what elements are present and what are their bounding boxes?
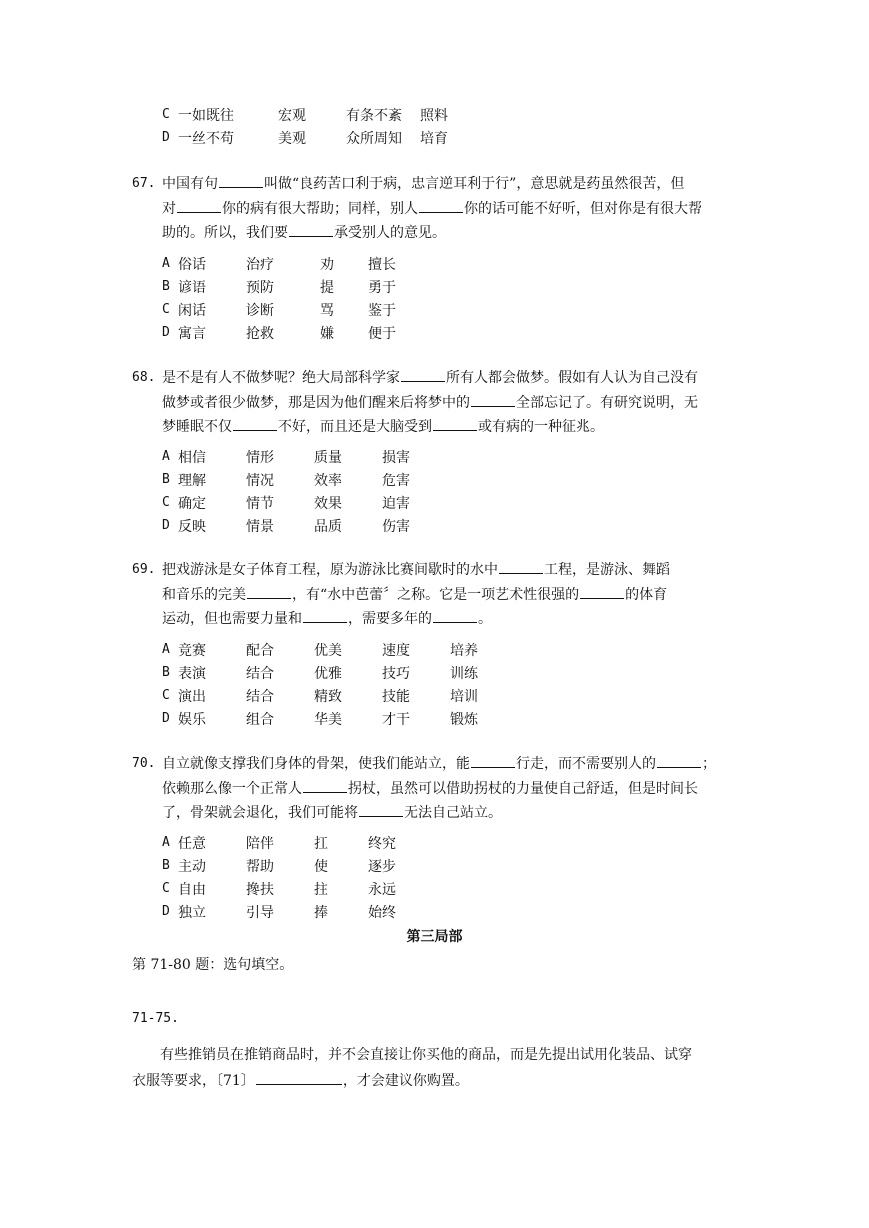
text-segment: 所有人都会做梦。假如有人认为自己没有 (446, 370, 698, 386)
option-word: 鉴于 (368, 302, 396, 319)
option-letter: A (162, 449, 170, 464)
option-letter: A (162, 642, 170, 657)
option-word: 宏观 (278, 107, 306, 124)
option-row (162, 275, 396, 298)
option-row (162, 684, 478, 707)
text-segment: 是不是有人不做梦呢？绝大局部科学家 (162, 370, 400, 386)
question-number: 68. (132, 370, 156, 385)
question-line (132, 583, 732, 608)
option-word: 确定 (178, 495, 206, 512)
text-segment: ，才会建议你购置。 (342, 1073, 469, 1089)
answer-blank[interactable] (471, 391, 515, 407)
option-word: 情景 (246, 518, 274, 535)
option-word: 勇于 (368, 279, 396, 296)
option-row (162, 707, 478, 730)
option-word: 情形 (246, 449, 274, 466)
answer-blank[interactable] (303, 607, 347, 623)
text-segment: 把戏游泳是女子体育工程，原为游泳比赛间歇时的水中 (162, 562, 498, 578)
question-69 (132, 558, 732, 632)
option-word: 理解 (178, 472, 206, 489)
option-letter: C (162, 302, 170, 317)
option-word: 训练 (450, 665, 478, 682)
q70-options (162, 831, 396, 923)
text-segment: 你的病有很大帮助；同样，别人 (222, 200, 418, 217)
question-line (132, 558, 732, 583)
option-row (162, 468, 410, 491)
question-line (132, 801, 732, 826)
option-word: 提 (320, 279, 334, 296)
option-word: 众所周知 (346, 130, 402, 147)
option-word: 劝 (320, 256, 334, 273)
option-word: 引导 (246, 904, 274, 921)
option-word: 骂 (320, 302, 334, 319)
option-word: 情节 (246, 495, 274, 512)
question-number: 69. (132, 562, 156, 577)
option-word: 诊断 (246, 302, 274, 319)
option-word: 照料 (420, 107, 448, 124)
option-word: 情况 (246, 472, 274, 489)
option-word: 俗话 (178, 256, 206, 273)
option-word: 效率 (314, 472, 342, 489)
option-word: 组合 (246, 711, 274, 728)
option-word: 优美 (314, 642, 342, 659)
option-word: 锻炼 (450, 711, 478, 728)
option-letter: D (162, 904, 170, 919)
text-segment: 和音乐的完美 (162, 586, 246, 603)
option-word: 捧 (314, 904, 328, 921)
option-word: 嫌 (320, 325, 334, 342)
option-word: 结合 (246, 665, 274, 682)
text-segment: 工程，是游泳、舞蹈 (544, 562, 670, 578)
option-letter: C (162, 688, 170, 703)
option-word: 表演 (178, 665, 206, 682)
answer-blank[interactable] (580, 583, 624, 599)
text-segment: 全部忘记了。有研究说明，无 (516, 394, 698, 411)
passage-line (132, 1069, 469, 1090)
option-word: 陪伴 (246, 835, 274, 852)
option-row (162, 514, 410, 537)
option-word: 抢救 (246, 325, 274, 342)
question-line (132, 607, 732, 632)
q69-options (162, 638, 478, 730)
option-row (162, 126, 448, 149)
question-68 (132, 366, 732, 440)
text-segment: 依赖那么像一个正常人 (162, 780, 302, 797)
text-segment: 叫做“良药苦口利于病，忠言逆耳利于行”，意思就是药虽然很苦，但 (264, 176, 685, 192)
option-letter: C (162, 495, 170, 510)
answer-blank[interactable] (359, 801, 403, 817)
option-word: 娱乐 (178, 711, 206, 728)
option-word: 精致 (314, 688, 342, 705)
text-segment: 无法自己站立。 (404, 805, 502, 821)
option-word: 培育 (420, 130, 448, 147)
option-word: 预防 (246, 279, 274, 296)
answer-blank[interactable] (433, 607, 477, 623)
option-word: 逐步 (368, 858, 396, 875)
option-word: 演出 (178, 688, 206, 705)
question-line (132, 777, 732, 802)
question-line (132, 221, 732, 246)
option-letter: C (162, 881, 170, 896)
answer-blank[interactable] (289, 221, 333, 237)
option-letter: B (162, 665, 170, 680)
option-word: 始终 (368, 904, 396, 921)
question-67 (132, 172, 732, 246)
option-word: 华美 (314, 711, 342, 728)
option-letter: D (162, 325, 170, 340)
option-word: 任意 (178, 835, 206, 852)
option-word: 主动 (178, 858, 206, 875)
option-word: 配合 (246, 642, 274, 659)
question-line (132, 391, 732, 416)
option-word: 谚语 (178, 279, 206, 296)
answer-blank[interactable] (419, 197, 463, 213)
option-word: 搀扶 (246, 881, 274, 898)
option-word: 寓言 (178, 325, 206, 342)
answer-blank[interactable] (471, 752, 515, 768)
text-segment: 中国有句 (162, 176, 218, 192)
text-segment: 梦睡眠不仅 (162, 419, 232, 435)
option-word: 技能 (382, 688, 410, 705)
option-letter: D (162, 711, 170, 726)
option-row (162, 877, 396, 900)
option-word: 竞赛 (178, 642, 206, 659)
option-row (162, 854, 396, 877)
option-word: 一如既往 (178, 107, 234, 124)
option-letter: D (162, 518, 170, 533)
option-word: 品质 (314, 518, 342, 535)
option-word: 培训 (450, 688, 478, 705)
text-segment: 承受别人的意见。 (334, 225, 446, 241)
text-segment: 不好，而且还是大脑受到 (278, 419, 432, 435)
text-segment: 做梦或者很少做梦，那是因为他们醒来后将梦中的 (162, 394, 470, 411)
text-segment: 拐杖，虽然可以借助拐杖的力量使自己舒适，但是时间长 (348, 780, 698, 797)
q67-options (162, 252, 396, 344)
option-row (162, 298, 396, 321)
option-word: 终究 (368, 835, 396, 852)
question-line (132, 172, 732, 197)
answer-blank[interactable] (303, 777, 347, 793)
option-row (162, 252, 396, 275)
option-row (162, 661, 478, 684)
option-word: 相信 (178, 449, 206, 466)
text-segment: 。 (478, 611, 492, 627)
text-segment: ，需要多年的 (348, 611, 432, 627)
option-word: 治疗 (246, 256, 274, 273)
text-segment: 自立就像支撑我们身体的骨架，使我们能站立，能 (162, 756, 470, 772)
option-word: 才干 (382, 711, 410, 728)
option-letter: A (162, 835, 170, 850)
option-row (162, 831, 396, 854)
section-heading: 第三局部 (406, 929, 463, 945)
text-segment: 你的话可能不好听，但对你是有很大帮 (464, 200, 702, 217)
answer-blank[interactable] (499, 558, 543, 574)
text-segment: 助的。所以，我们要 (162, 225, 288, 241)
option-row (162, 445, 410, 468)
option-word: 拄 (314, 881, 328, 898)
text-segment: 行走，而不需要别人的 (516, 756, 656, 772)
option-row (162, 103, 448, 126)
option-word: 反映 (178, 518, 206, 535)
option-word: 便于 (368, 325, 396, 342)
text-segment: 对 (162, 200, 176, 217)
option-word: 技巧 (382, 665, 410, 682)
option-word: 擅长 (368, 256, 396, 273)
text-segment: 或有病的一种征兆。 (478, 419, 604, 435)
answer-blank[interactable] (219, 172, 263, 188)
answer-blank[interactable] (233, 415, 277, 431)
text-segment: ； (702, 756, 716, 772)
option-word: 扛 (314, 835, 328, 852)
option-word: 效果 (314, 495, 342, 512)
option-word: 帮助 (246, 858, 274, 875)
question-70 (132, 752, 732, 826)
option-word: 速度 (382, 642, 410, 659)
question-number: 70. (132, 756, 156, 771)
passage-line: 有些推销员在推销商品时，并不会直接让你买他的商品，而是先提出试用化装品、试穿 (160, 1047, 692, 1063)
option-word: 质量 (314, 449, 342, 466)
answer-blank[interactable] (256, 1069, 342, 1085)
question-line (132, 415, 732, 440)
option-word: 危害 (382, 472, 410, 489)
option-word: 独立 (178, 904, 206, 921)
option-row (162, 321, 396, 344)
answer-blank[interactable] (247, 583, 291, 599)
q68-options (162, 445, 410, 537)
option-word: 美观 (278, 130, 306, 147)
question-line (132, 197, 732, 222)
option-row (162, 638, 478, 661)
answer-blank[interactable] (177, 197, 221, 213)
option-word: 闲话 (178, 302, 206, 319)
text-segment: ，有“水中芭蕾〞之称。它是一项艺术性很强的 (292, 586, 580, 603)
option-word: 迫害 (382, 495, 410, 512)
option-word: 永远 (368, 881, 396, 898)
option-word: 使 (314, 858, 328, 875)
option-word: 伤害 (382, 518, 410, 535)
question-line (132, 366, 732, 391)
q66-options (162, 103, 448, 149)
answer-blank[interactable] (433, 415, 477, 431)
answer-blank[interactable] (657, 752, 701, 768)
option-letter: C (162, 107, 170, 122)
text-segment: 衣服等要求，〔71〕 (132, 1073, 255, 1089)
option-letter: B (162, 279, 170, 294)
question-number: 67. (132, 176, 156, 191)
option-word: 损害 (382, 449, 410, 466)
option-word: 自由 (178, 881, 206, 898)
option-letter: B (162, 472, 170, 487)
answer-blank[interactable] (401, 366, 445, 382)
option-letter: A (162, 256, 170, 271)
option-row (162, 491, 410, 514)
text-segment: 运动，但也需要力量和 (162, 611, 302, 627)
question-range: 71-75. (132, 1011, 179, 1026)
option-word: 结合 (246, 688, 274, 705)
option-row (162, 900, 396, 923)
question-line (132, 752, 732, 777)
text-segment: 了，骨架就会退化，我们可能将 (162, 805, 358, 821)
section-instruction: 第 71-80 题：选句填空。 (132, 957, 294, 973)
option-word: 有条不紊 (346, 107, 402, 124)
text-segment: 的体育 (625, 586, 668, 603)
option-letter: D (162, 130, 170, 145)
option-word: 一丝不苟 (178, 130, 234, 147)
option-word: 优雅 (314, 665, 342, 682)
option-word: 培养 (450, 642, 478, 659)
option-letter: B (162, 858, 170, 873)
